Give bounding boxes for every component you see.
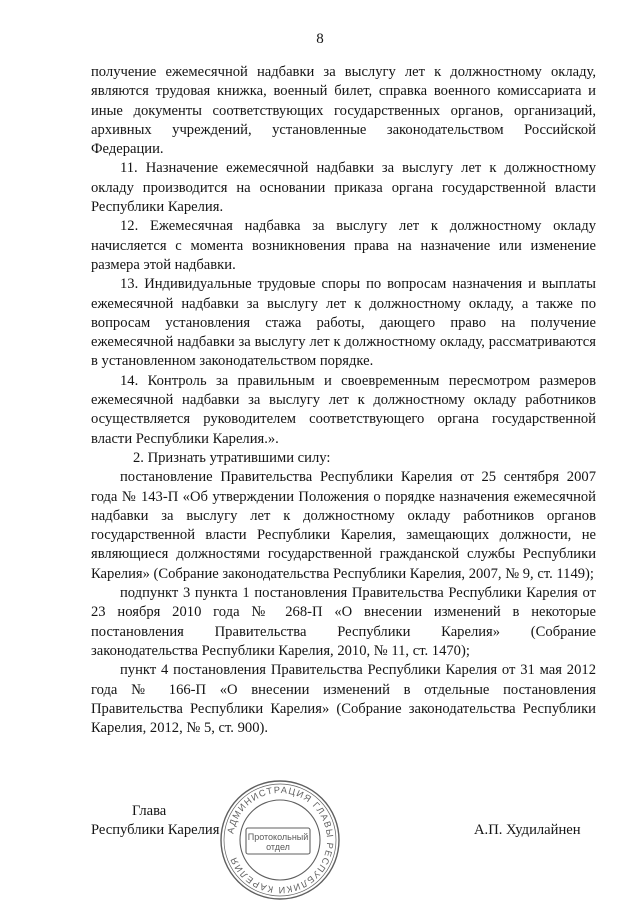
page-number: 8 (316, 31, 324, 47)
document-body (91, 63, 596, 738)
repealed-item-2: подпункт 3 пункта 1 постановления Правительства Республики Карелия от 23 ноября 2010 года № 268-П «О внесении изменений в некоторые постановления Правительства Республики Карелия» (Собрание законодательства Республики Карелия, 2010, № 11, ст. 1470); (91, 585, 596, 659)
paragraph-14: 14. Контроль за правильным и своевременным пересмотром размеров ежемесячной надбавки за выслугу лет к должностному окладу работников осуществляется руководителем соответствующего органа государственной власти Республики Карелия.». (91, 372, 596, 447)
section-2-heading: 2. Признать утратившими силу: (133, 449, 331, 466)
signature-org: Республики Карелия (91, 822, 220, 838)
paragraph-11: 11. Назначение ежемесячной надбавки за выслугу лет к должностному окладу производится на основании приказа органа государственной власти Республики Карелия. (91, 160, 596, 216)
stamp-center-line1: Протокольный (247, 832, 309, 842)
stamp-center-line2: отдел (266, 842, 290, 852)
paragraph-10-continuation: получение ежемесячной надбавки за выслугу лет к должностному окладу, являются трудовая книжка, военный билет, справка военного комиссариата и иные документы соответствующих государственных органов, организаций, архивных учреждений, установленные законодательством Российской Федерации. (91, 64, 596, 158)
repealed-item-3: пункт 4 постановления Правительства Республики Карелия от 31 мая 2012 года № 166-П «О внесении изменений в отдельные постановления Правительства Республики Карелия» (Собрание законодательства Республики Карелия, 2012, № 5, ст. 900). (91, 662, 596, 737)
signature-title: Глава (132, 803, 167, 819)
repealed-item-1: постановление Правительства Республики Карелия от 25 сентября 2007 года № 143-П «Об утверждении Положения о порядке назначения ежемесячной надбавки за выслугу лет к должностному окладу работников органов государственной власти Республики Карелия, замещающих должности, не являющиеся должностями государственной гражданской службы Республики Карелия» (Собрание законодательства Республики Карелия, 2007, № 9, ст. 1149); (91, 469, 596, 582)
signature-name: А.П. Худилайнен (474, 822, 581, 838)
paragraph-13: 13. Индивидуальные трудовые споры по вопросам назначения и выплаты ежемесячной надбавки за выслугу лет к должностному окладу, а также по вопросам установления стажа работы, дающего право на получение ежемесячной надбавки за выслугу лет к должностному окладу, рассматриваются в установленном законодательством порядке. (91, 276, 596, 370)
stamp-ring-text: АДМИНИСТРАЦИЯ ГЛАВЫ РЕСПУБЛИКИ КАРЕЛИЯ (225, 784, 336, 896)
paragraph-12: 12. Ежемесячная надбавка за выслугу лет к должностному окладу начисляется с момента возникновения права на назначение или изменение размера этой надбавки. (91, 218, 596, 273)
official-stamp (218, 778, 342, 902)
